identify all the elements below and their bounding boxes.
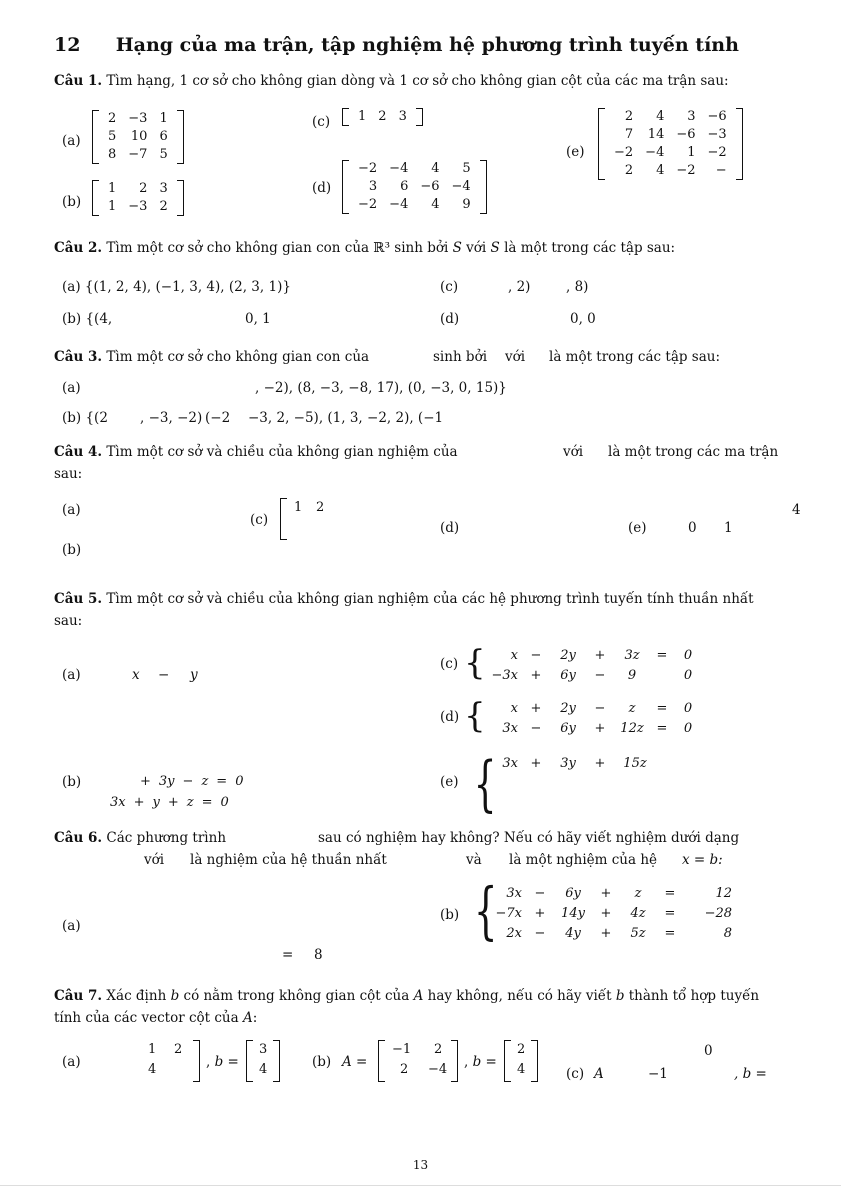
question-label: Câu 3. bbox=[54, 349, 103, 365]
system-6b: 3x − 6y + z = 12 −7x + 14y + 4z = −28 2x − 4y + 5z = 8 bbox=[495, 886, 732, 941]
question-7-cont: tính của các vector cột của A: bbox=[54, 1010, 258, 1026]
set-3b-fragment: −3, 2, −5), (1, 3, −2, 2), (−1 bbox=[248, 410, 444, 426]
part-label: (c) bbox=[566, 1066, 585, 1082]
part-label: (a) bbox=[62, 1054, 81, 1070]
part-label: (b) bbox=[62, 542, 82, 558]
section-number: 12 bbox=[54, 34, 81, 56]
matrix-4c: 1 2 bbox=[280, 498, 340, 540]
set-3a-fragment: , −2), (8, −3, −8, 17), (0, −3, 0, 15)} bbox=[255, 380, 507, 396]
question-4: Câu 4. Tìm một cơ sở và chiều của không gian nghiệm của bbox=[54, 444, 458, 460]
part-label: (a) bbox=[62, 380, 81, 396]
question-label: Câu 6. bbox=[54, 830, 103, 846]
matrix-1c: 1 2 3 bbox=[342, 108, 423, 126]
question-3: Câu 3. Tìm một cơ sở cho không gian con của bbox=[54, 349, 370, 365]
part-label: (d) bbox=[440, 311, 460, 327]
vector-7a-b: 3 4 bbox=[246, 1040, 280, 1082]
set-3b: (b) {(2 bbox=[62, 410, 108, 426]
left-brace: { bbox=[473, 874, 498, 947]
system-5c: x − 2y + 3z = 0 −3x + 6y − 9 0 bbox=[491, 648, 693, 683]
system-5b-row2: 3x + y + z = 0 bbox=[110, 795, 229, 810]
matrix-1b: 1 2 3 1 −3 2 bbox=[92, 180, 184, 216]
set-2c-fragment: , 8) bbox=[566, 279, 589, 295]
question-2: Câu 2. Tìm một cơ sở cho không gian con của ℝ³ sinh bởi S với S là một trong các tập sau: bbox=[54, 240, 676, 256]
part-label: (c) bbox=[250, 512, 269, 528]
matrix-1e: 2 4 3 −6 7 14 −6 −3 −2 −4 1 −2 2 4 −2 − bbox=[598, 108, 743, 180]
question-label: Câu 4. bbox=[54, 444, 103, 460]
part-label: (a) bbox=[62, 502, 81, 518]
section-title: Hạng của ma trận, tập nghiệm hệ phương trình tuyến tính bbox=[115, 34, 739, 56]
question-text: Tìm hạng, 1 cơ sở cho không gian dòng và 1 cơ sở cho không gian cột của các ma trận sau: bbox=[106, 73, 729, 89]
real-space-symbol: ℝ³ bbox=[373, 240, 391, 256]
question-label: Câu 2. bbox=[54, 240, 103, 256]
document-page: 12 Hạng của ma trận, tập nghiệm hệ phương trình tuyến tính Câu 1. Tìm hạng, 1 cơ sở cho không gian dòng và 1 cơ sở cho không gian cột của các ma trận sau: (a) 2 −3 1 5 10 6 8 −7 5 (b) 1 2 3 1 −3 2 (c) 1 2 3 (d) −2 −4 4 5 3 6 −6 −4 −2 −4 4 9 (e) 2 4 3 −6 7 14 −6 −3 −2 −4 1 −2 2 4 −2 − Câu 2. Tìm một cơ sở cho không gian con của ℝ³ sinh bởi S với S là một trong các tập sau: (a) {(1, 2, 4), (−1, 3, 4), (2, 3, 1)} (b) {(4, 0, 1 (c) , 2) , 8) (d) 0, 0 Câu 3. Tìm một cơ sở cho không gian con của sinh bởi với là một trong các tập sau: (a) , −2), (8, −3, −8, 17), (0, −3, 0, 15)} (b) {(2 , −3, −2) (−2 −3, 2, −5), (1, 3, −2, 2), (−1 Câu 4. Tìm một cơ sở và chiều của không gian nghiệm của với là một trong các ma trận sau: (a) (b) (c) 1 2 (d) (e) 0 1 4 Câu 5. Tìm một cơ sở và chiều của không gian nghiệm của các hệ phương trình tuyến tính thuần nhất sau: (a) x − y (b) + 3y − z = 0 3x + y + z = 0 (c) { x − 2y + 3z = 0 −3x + 6y − 9 0 (d) { x + 2y − z = 0 3x − 6y + 12z = 0 (e) { 3x + 3y + 15z Câu 6. Các phương trình sau có nghiệm hay không? Nếu có hãy viết nghiệm dưới dạng với là nghiệm của hệ thuần nhất và là một nghiệm của hệ x = b: (a) = 8 (b) { 3x − 6y + z = 12 −7x + 14y + 4z = −28 2x − 4y + 5z = 8 Câu 7. Xác định b có nằm trong không gian cột của A hay không, nếu có hãy viết b thành tổ hợp tuyến tính của các vector cột của A: (a) 1 2 4 , b = 3 4 (b) A = −1 2 2 −4 , b = 2 4 (c) A −1 0 , b = 13 bbox=[0, 0, 841, 1191]
part-label: (c) bbox=[312, 114, 331, 130]
vector-7b-b: 2 4 bbox=[504, 1040, 538, 1082]
question-7: Câu 7. Xác định b có nằm trong không gian cột của A hay không, nếu có hãy viết b thành tổ hợp tuyến bbox=[54, 988, 760, 1004]
set-3b-fragment: , −3, −2) bbox=[140, 410, 203, 426]
system-5e: 3x + 3y + 15z bbox=[502, 756, 647, 771]
matrix-7a: 1 2 4 bbox=[130, 1040, 200, 1082]
set-2b-fragment: 0, 1 bbox=[245, 311, 271, 327]
part-label: (d) bbox=[440, 709, 460, 725]
set-2b: (b) {(4, bbox=[62, 311, 113, 327]
left-brace: { bbox=[464, 696, 486, 736]
system-5b: + 3y − z = 0 bbox=[140, 774, 244, 789]
left-brace: { bbox=[473, 749, 497, 819]
question-label: Câu 1. bbox=[54, 73, 103, 89]
part-label: (d) bbox=[440, 520, 460, 536]
system-5d: x + 2y − z = 0 3x − 6y + 12z = 0 bbox=[502, 701, 693, 736]
part-label: (e) bbox=[566, 144, 585, 160]
matrix-1d: −2 −4 4 5 3 6 −6 −4 −2 −4 4 9 bbox=[342, 160, 487, 214]
matrix-7b: −1 2 2 −4 bbox=[378, 1040, 458, 1082]
part-label: (c) bbox=[440, 279, 459, 295]
part-label: (e) bbox=[628, 520, 647, 536]
part-label: (b) bbox=[312, 1054, 332, 1070]
section-heading bbox=[54, 34, 739, 56]
question-6: Câu 6. Các phương trình bbox=[54, 830, 227, 846]
set-2c-fragment: , 2) bbox=[508, 279, 531, 295]
question-5: Câu 5. Tìm một cơ sở và chiều của không gian nghiệm của các hệ phương trình tuyến tính thuần nhất bbox=[54, 591, 754, 607]
part-label: (c) bbox=[440, 656, 459, 672]
part-label: (b) bbox=[440, 907, 460, 923]
set-2a: (a) {(1, 2, 4), (−1, 3, 4), (2, 3, 1)} bbox=[62, 279, 291, 295]
page-number: 13 bbox=[412, 1158, 429, 1172]
part-label: (b) bbox=[62, 774, 82, 790]
part-label: (a) bbox=[62, 667, 81, 683]
divider bbox=[0, 1185, 841, 1186]
part-label: (b) bbox=[62, 194, 82, 210]
part-label: (a) bbox=[62, 133, 81, 149]
set-3b-fragment: (−2 bbox=[205, 410, 231, 426]
left-brace: { bbox=[464, 643, 486, 683]
question-label: Câu 7. bbox=[54, 988, 103, 1004]
part-label: (d) bbox=[312, 180, 332, 196]
matrix-1a: 2 −3 1 5 10 6 8 −7 5 bbox=[92, 110, 184, 164]
question-label: Câu 5. bbox=[54, 591, 103, 607]
set-2d-fragment: 0, 0 bbox=[570, 311, 596, 327]
part-label: (a) bbox=[62, 918, 81, 934]
question-1 bbox=[54, 73, 729, 89]
part-label: (e) bbox=[440, 774, 459, 790]
